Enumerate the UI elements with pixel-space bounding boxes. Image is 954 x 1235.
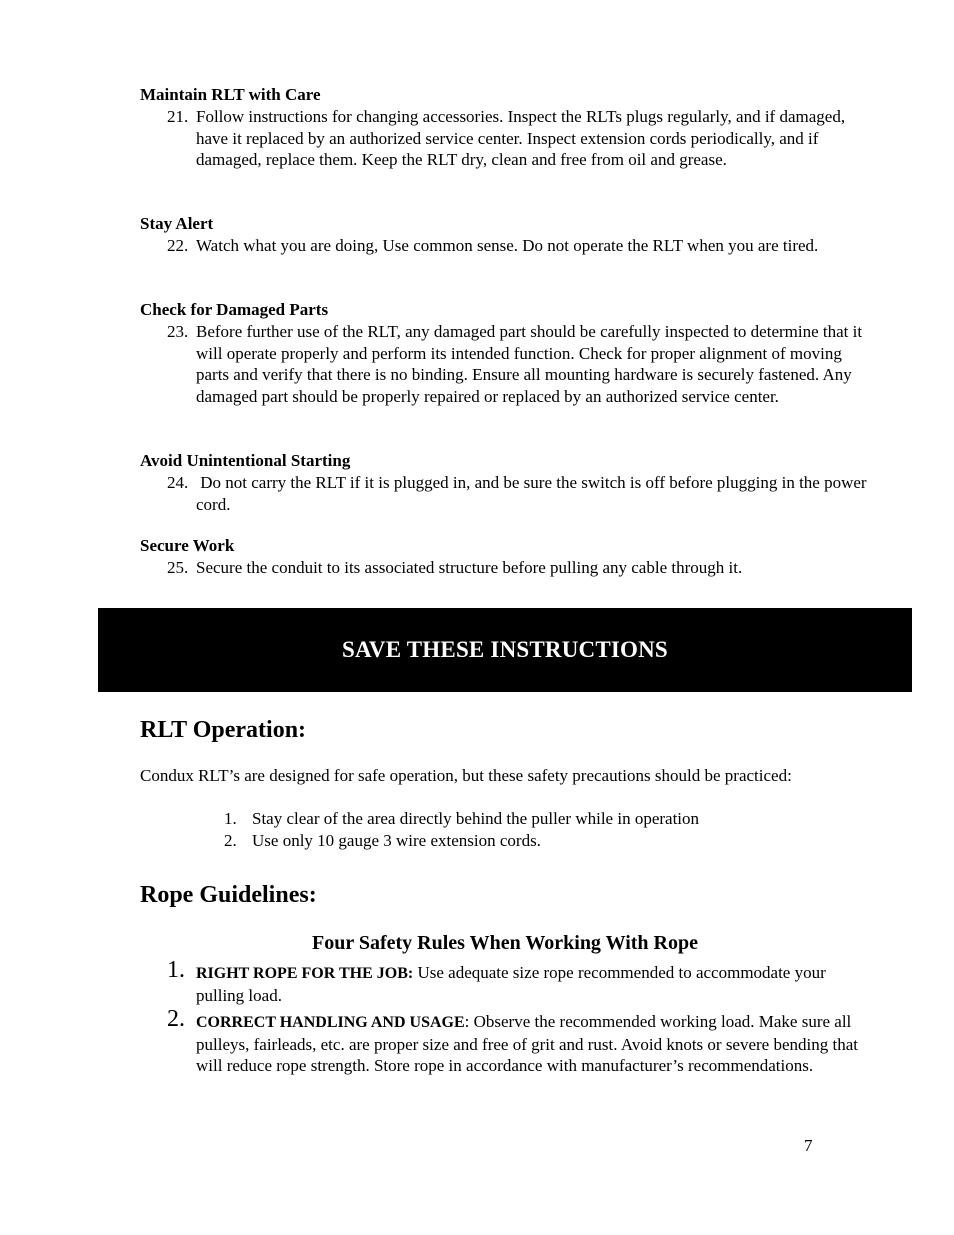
item-text: Do not carry the RLT if it is plugged in, and be sure the switch is off before plugging in the power cord.	[196, 473, 871, 514]
section-heading-damaged-parts: Check for Damaged Parts	[140, 300, 329, 319]
item-number: 24.	[167, 473, 189, 492]
item-text: Stay clear of the area directly behind the puller while in operation	[252, 809, 700, 828]
item-text: Watch what you are doing, Use common sense. Do not operate the RLT when you are tired.	[196, 236, 819, 255]
rope-subtitle: Four Safety Rules When Working With Rope	[312, 932, 698, 954]
item-number: 25.	[167, 558, 189, 577]
item-number: 1.	[224, 809, 237, 828]
save-instructions-banner	[98, 608, 912, 692]
list-item-24	[167, 472, 872, 515]
item-number: 22.	[167, 236, 189, 255]
item-text: Secure the conduit to its associated structure before pulling any cable through it.	[196, 558, 743, 577]
rule-lead: RIGHT ROPE FOR THE JOB:	[196, 965, 414, 982]
item-text: Before further use of the RLT, any damaged part should be carefully inspected to determine that it will operate properly and perform its intended function. Check for proper alignment of moving parts and verify that there is no binding. Ensure all mounting hardware is securely fastened. Any damaged part should be properly repaired or replaced by an authorized service center.	[196, 322, 863, 406]
list-item-21	[167, 106, 872, 171]
section-heading-stay-alert: Stay Alert	[140, 214, 214, 233]
list-item-25	[167, 557, 872, 579]
item-text: Use only 10 gauge 3 wire extension cords.	[252, 831, 541, 850]
operation-intro: Condux RLT’s are designed for safe operation, but these safety precautions should be practiced:	[140, 766, 792, 785]
list-item-22	[167, 235, 872, 257]
item-number: 21.	[167, 107, 189, 126]
page-number: 7	[804, 1136, 813, 1155]
item-number: 2.	[224, 831, 237, 850]
operation-item-1	[224, 808, 872, 830]
rule-text: : Observe the recommended working load. Make sure all pulleys, fairleads, etc. are proper size and free of grit and rust. Avoid knots or severe bending that will reduce rope strength. Store rope in accordance with manufacturer’s recommendations.	[196, 1012, 858, 1076]
list-item-23	[167, 321, 872, 407]
banner-text: SAVE THESE INSTRUCTIONS	[342, 637, 668, 662]
rule-number: 1.	[167, 957, 185, 983]
operation-item-2	[224, 830, 872, 852]
section-heading-maintain: Maintain RLT with Care	[140, 85, 321, 104]
section-heading-secure-work: Secure Work	[140, 536, 235, 555]
rope-rule-1	[167, 957, 872, 1006]
rule-number: 2.	[167, 1006, 185, 1032]
section-heading-unintentional-starting: Avoid Unintentional Starting	[140, 451, 351, 470]
item-text: Follow instructions for changing accessories. Inspect the RLTs plugs regularly, and if damaged, have it replaced by an authorized service center. Inspect extension cords periodically, and if damaged, replace them. Keep the RLT dry, clean and free from oil and grease.	[196, 107, 846, 170]
rule-lead: CORRECT HANDLING AND USAGE	[196, 1014, 465, 1031]
item-number: 23.	[167, 322, 189, 341]
operation-title: RLT Operation:	[140, 717, 307, 743]
rule-text: Use adequate size rope recommended to accommodate your pulling load.	[196, 963, 826, 1005]
rope-title: Rope Guidelines:	[140, 882, 317, 908]
rope-rule-2	[167, 1006, 872, 1077]
